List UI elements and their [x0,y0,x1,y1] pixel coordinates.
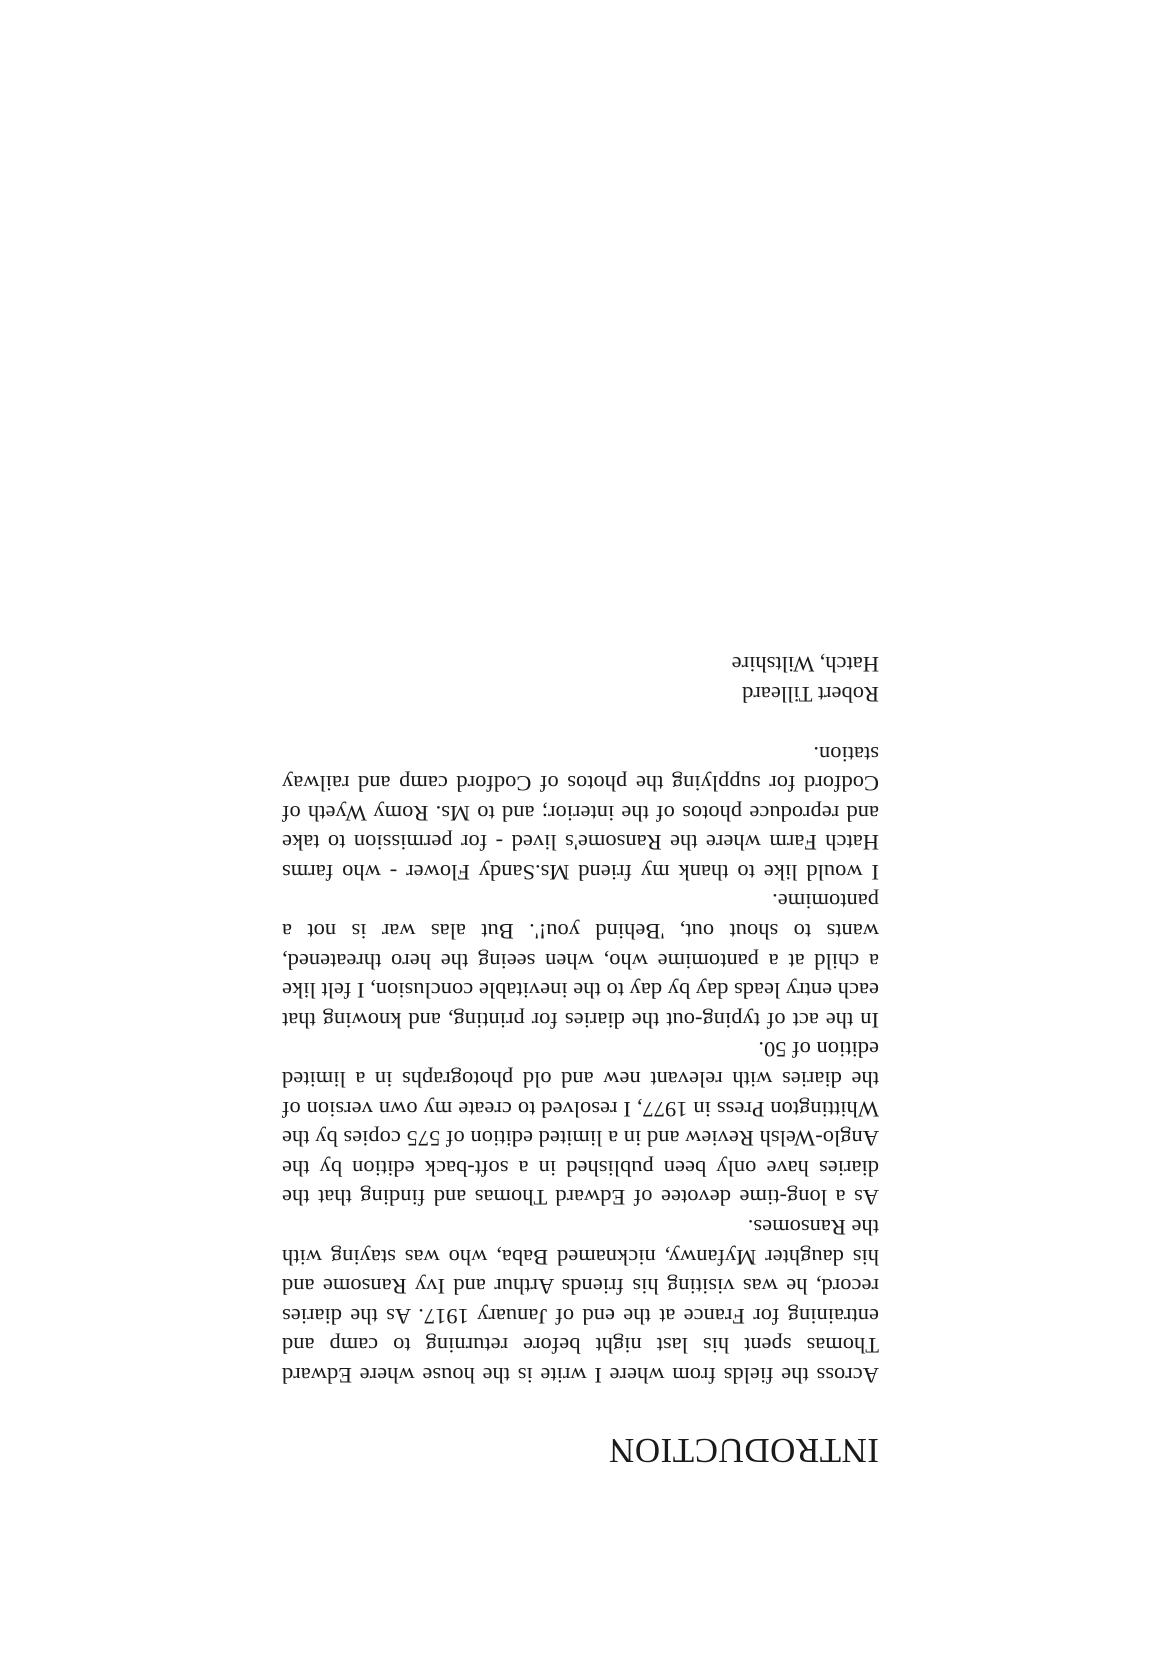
paragraph-1: Across the fields from where I write is the house where Edward Thomas spent his last night before returning to camp and entraining for France at the end of January 1917. As the diaries record, he was visiting his friends Arthur and Ivy Ransome and his daughter Myfanwy, nicknamed Baba, who was staying with the Ransomes. [282,1215,879,1388]
author-name: Robert Tilleard [742,681,879,707]
signature-block [282,650,879,709]
document-body [282,650,879,1470]
paragraph-4: I would like to thank my friend Ms.Sandy Flower - who farms Hatch Farm where the Ransome's lived - for permission to take and reproduce photos of the interior; and to Ms. Romy Wyeth of Codford for supplying the photos of Codford camp and railway station. [282,741,879,885]
author-location: Hatch, Wiltshire [731,652,879,678]
paragraph-2: As a long-time devotee of Edward Thomas and finding that the diaries have only been published in a soft-back edition by the Anglo-Welsh Review and in a limited edition of 575 copies by the Whittington Press in 1977, I resolved to create my own version of the diaries with relevant new and old photographs in a limited edition of 50. [282,1037,879,1211]
page-title: INTRODUCTION [608,1431,879,1470]
paragraph-3: In the act of typing-out the diaries for printing, and knowing that each entry leads day by day to the inevitable conclusion, I felt like a child at a pantomime who, when seeing the hero threatened, wants to shout out, 'Behind you!'. But alas war is not a pantomime. [282,889,879,1033]
